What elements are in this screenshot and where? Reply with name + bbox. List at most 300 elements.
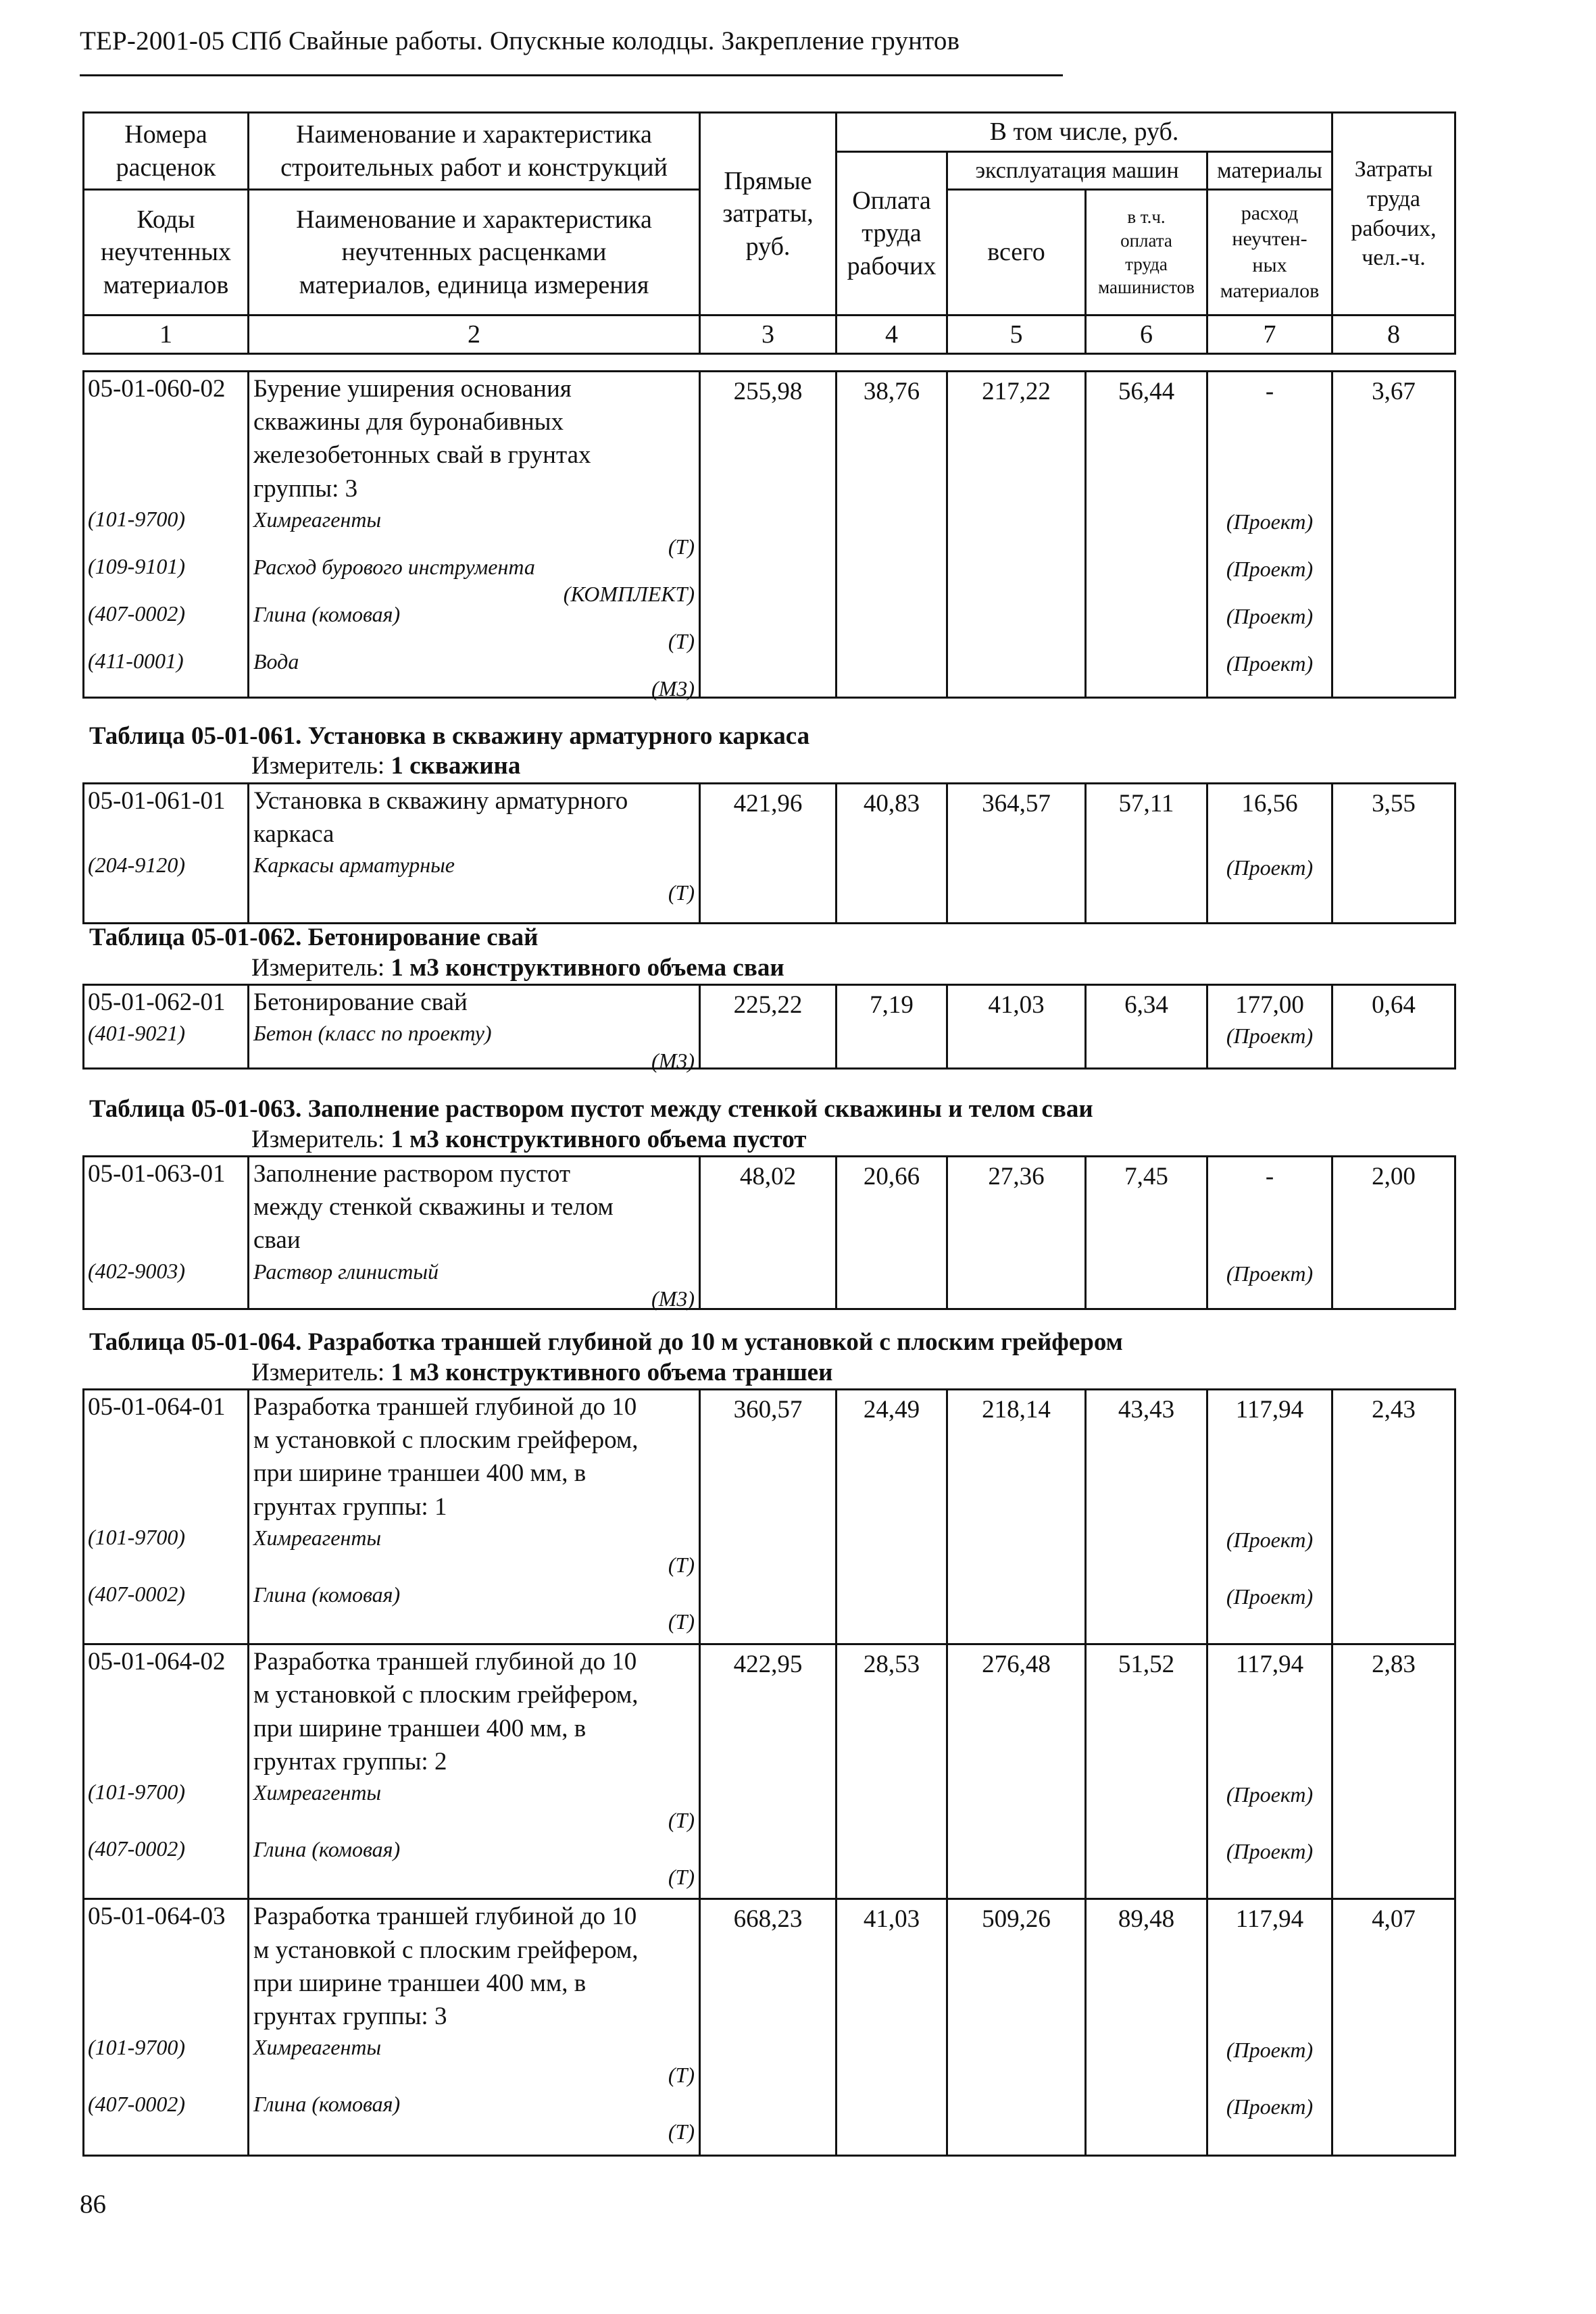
direct-value: 255,98 bbox=[733, 378, 803, 405]
header-labor-hours bbox=[1332, 113, 1455, 316]
materials-value: - bbox=[1265, 378, 1274, 405]
work-name-line: Установка в скважину арматурного bbox=[253, 787, 628, 815]
project-note: (Проект) bbox=[1226, 855, 1314, 880]
line-spacer bbox=[1208, 1936, 1331, 1969]
line-spacer bbox=[88, 438, 247, 472]
project-note: (Проект) bbox=[1226, 1782, 1314, 1807]
mach-cell bbox=[947, 985, 1086, 1069]
line-spacer bbox=[88, 472, 247, 505]
line-spacer bbox=[88, 1424, 247, 1457]
table-row bbox=[84, 1390, 1455, 1644]
material-name: Глина (комовая) bbox=[253, 601, 401, 626]
measure-label: Измеритель: bbox=[251, 954, 385, 982]
mach-value: 364,57 bbox=[982, 790, 1051, 818]
measure-value: 1 м3 конструктивного объема траншеи bbox=[391, 1359, 833, 1386]
direct-cell bbox=[700, 1644, 837, 1899]
mach-labor-cell bbox=[1086, 784, 1207, 924]
line-spacer bbox=[88, 1744, 247, 1778]
labor-value: 28,53 bbox=[863, 1651, 920, 1679]
hours-value: 3,67 bbox=[1372, 378, 1416, 405]
mach-value: 41,03 bbox=[988, 991, 1045, 1019]
table-title: Таблица 05-01-062. Бетонирование свай bbox=[89, 924, 539, 951]
material-entry bbox=[253, 1835, 695, 1896]
material-code: (407-0002) bbox=[88, 1582, 185, 1607]
direct-value: 360,57 bbox=[733, 1396, 803, 1424]
direct-cell bbox=[700, 784, 837, 924]
price-table bbox=[82, 1388, 1456, 2157]
material-entry bbox=[253, 851, 695, 920]
work-name-line: железобетонных свай в грунтах bbox=[253, 441, 591, 470]
line-spacer bbox=[88, 818, 247, 851]
line-spacer bbox=[1208, 820, 1331, 853]
material-name: Расход бурового инструмента bbox=[253, 554, 535, 579]
measure-label: Измеритель: bbox=[251, 1359, 385, 1386]
price-code: 05-01-064-02 bbox=[88, 1648, 226, 1676]
header-operator-line3: труда bbox=[1125, 253, 1168, 274]
material-entry bbox=[253, 600, 695, 654]
material-unit: (Т) bbox=[668, 2062, 695, 2087]
mach-labor-cell bbox=[1086, 372, 1207, 698]
work-name-line: грунтах группы: 3 bbox=[253, 2003, 447, 2031]
column-number: 5 bbox=[947, 316, 1086, 354]
header-codes-bottom bbox=[84, 190, 249, 316]
hours-value: 3,55 bbox=[1372, 790, 1416, 818]
direct-cell bbox=[700, 1899, 837, 2155]
mach-labor-cell bbox=[1086, 985, 1207, 1069]
material-entry bbox=[253, 1257, 695, 1311]
header-unacc-line3: ных bbox=[1252, 253, 1287, 276]
labor-cell bbox=[837, 1644, 947, 1899]
header-direct-costs bbox=[700, 113, 837, 316]
header-wages-line3: рабочих bbox=[847, 251, 937, 280]
hours-cell bbox=[1332, 1157, 1455, 1309]
header-operator-line4: машинистов bbox=[1098, 277, 1195, 298]
mach-value: 218,14 bbox=[982, 1396, 1051, 1424]
material-unit: (Т) bbox=[668, 1807, 695, 1832]
project-note: (Проект) bbox=[1226, 1261, 1314, 1286]
material-code: (411-0001) bbox=[88, 649, 184, 674]
work-name-line: Заполнение раствором пустот bbox=[253, 1160, 571, 1188]
materials-value: 16,56 bbox=[1241, 790, 1298, 818]
header-codes-bottom-line1: Коды bbox=[136, 205, 195, 234]
labor-value: 24,49 bbox=[863, 1396, 920, 1424]
work-name-line: грунтах группы: 1 bbox=[253, 1492, 447, 1521]
material-entry bbox=[253, 1019, 695, 1073]
hours-value: 0,64 bbox=[1372, 991, 1416, 1019]
hours-cell bbox=[1332, 372, 1455, 698]
name-cell bbox=[249, 1644, 700, 1899]
material-entry bbox=[253, 1524, 695, 1580]
mach-labor-value: 57,11 bbox=[1118, 790, 1174, 818]
header-hours-line4: чел.-ч. bbox=[1362, 245, 1426, 271]
material-code: (401-9021) bbox=[88, 1021, 185, 1046]
work-name-line: скважины для буронабивных bbox=[253, 408, 564, 436]
labor-cell bbox=[837, 1390, 947, 1644]
hours-value: 2,00 bbox=[1372, 1163, 1416, 1190]
project-note: (Проект) bbox=[1226, 604, 1314, 629]
work-name-line: при ширине траншеи 400 мм, в bbox=[253, 1969, 587, 1997]
material-entry bbox=[253, 553, 695, 607]
material-code: (101-9700) bbox=[88, 1780, 185, 1805]
header-wages-line1: Оплата bbox=[852, 186, 931, 215]
work-name-line: Разработка траншей глубиной до 10 bbox=[253, 1648, 637, 1676]
code-cell bbox=[84, 372, 249, 698]
line-spacer bbox=[1208, 408, 1331, 441]
mach-cell bbox=[947, 1899, 1086, 2155]
material-entry bbox=[253, 2033, 695, 2090]
table-row bbox=[84, 985, 1455, 1069]
header-codes-bottom-line2: неучтенных bbox=[100, 238, 232, 267]
mach-labor-cell bbox=[1086, 1390, 1207, 1644]
mach-value: 27,36 bbox=[988, 1163, 1045, 1190]
mach-labor-value: 6,34 bbox=[1124, 991, 1168, 1019]
direct-value: 421,96 bbox=[733, 790, 803, 818]
price-table bbox=[82, 984, 1456, 1073]
material-unit: (Т) bbox=[668, 880, 695, 905]
header-name-bottom bbox=[249, 190, 700, 316]
material-unit: (Т) bbox=[668, 629, 695, 654]
price-code: 05-01-063-01 bbox=[88, 1160, 226, 1188]
labor-cell bbox=[837, 985, 947, 1069]
mach-labor-value: 56,44 bbox=[1118, 378, 1175, 405]
project-note: (Проект) bbox=[1226, 651, 1314, 676]
work-name-line: м установкой с плоским грейфером, bbox=[253, 1681, 639, 1709]
labor-value: 40,83 bbox=[863, 790, 920, 818]
name-cell bbox=[249, 1899, 700, 2155]
header-direct-line3: руб. bbox=[745, 232, 791, 261]
material-unit: (М3) bbox=[651, 1286, 695, 1311]
direct-cell bbox=[700, 372, 837, 698]
header-hours-line3: рабочих, bbox=[1351, 216, 1437, 241]
mach-value: 217,22 bbox=[982, 378, 1051, 405]
material-name: Химреагенты bbox=[253, 1780, 382, 1805]
material-name: Бетон (класс по проекту) bbox=[253, 1021, 492, 1046]
line-spacer bbox=[88, 1490, 247, 1523]
direct-cell bbox=[700, 1390, 837, 1644]
mach-labor-cell bbox=[1086, 1644, 1207, 1899]
table-row bbox=[84, 1644, 1455, 1899]
materials-cell bbox=[1207, 1390, 1332, 1644]
price-code: 05-01-061-01 bbox=[88, 787, 226, 815]
header-name-bottom-line3: материалов, единица измерения bbox=[299, 270, 649, 299]
material-code: (407-0002) bbox=[88, 2091, 185, 2116]
header-name-top bbox=[249, 113, 700, 190]
header-machines-total: всего bbox=[947, 190, 1086, 316]
material-unit: (Т) bbox=[668, 534, 695, 559]
line-spacer bbox=[88, 1224, 247, 1257]
direct-value: 422,95 bbox=[733, 1651, 803, 1679]
materials-cell bbox=[1207, 985, 1332, 1069]
measure-value: 1 м3 конструктивного объема сваи bbox=[391, 954, 784, 982]
work-name-line: Разработка траншей глубиной до 10 bbox=[253, 1903, 637, 1931]
header-codes-top-line1: Номера bbox=[124, 120, 207, 149]
line-spacer bbox=[1208, 1681, 1331, 1714]
mach-cell bbox=[947, 1644, 1086, 1899]
labor-value: 38,76 bbox=[863, 378, 920, 405]
line-spacer bbox=[88, 1934, 247, 1967]
header-operator-line1: в т.ч. bbox=[1127, 207, 1166, 228]
line-spacer bbox=[1208, 441, 1331, 474]
price-code: 05-01-064-01 bbox=[88, 1393, 226, 1421]
code-cell bbox=[84, 985, 249, 1069]
material-code: (407-0002) bbox=[88, 601, 185, 626]
measure-label: Измеритель: bbox=[251, 1126, 385, 1153]
labor-value: 7,19 bbox=[870, 991, 914, 1019]
materials-cell bbox=[1207, 784, 1332, 924]
column-number: 6 bbox=[1086, 316, 1207, 354]
table-measure bbox=[251, 1358, 832, 1387]
materials-value: 117,94 bbox=[1235, 1905, 1304, 1934]
line-spacer bbox=[88, 2000, 247, 2033]
material-unit: (М3) bbox=[651, 1048, 695, 1073]
column-number: 1 bbox=[84, 316, 249, 354]
hours-cell bbox=[1332, 985, 1455, 1069]
work-name-line: при ширине траншеи 400 мм, в bbox=[253, 1459, 587, 1488]
table-row bbox=[84, 784, 1455, 924]
labor-value: 41,03 bbox=[863, 1905, 920, 1934]
material-name: Химреагенты bbox=[253, 1525, 382, 1550]
header-name-top-line1: Наименование и характеристика bbox=[296, 120, 652, 149]
material-code: (407-0002) bbox=[88, 1836, 185, 1861]
labor-cell bbox=[837, 372, 947, 698]
material-name: Химреагенты bbox=[253, 2035, 382, 2060]
name-cell bbox=[249, 985, 700, 1073]
header-hours-line1: Затраты bbox=[1354, 157, 1433, 182]
project-note: (Проект) bbox=[1226, 557, 1314, 582]
work-name-line: Бетонирование свай bbox=[253, 988, 468, 1016]
line-spacer bbox=[1208, 1459, 1331, 1492]
mach-cell bbox=[947, 1157, 1086, 1309]
mach-labor-cell bbox=[1086, 1899, 1207, 2155]
material-name: Глина (комовая) bbox=[253, 1837, 401, 1862]
materials-cell bbox=[1207, 372, 1332, 698]
code-cell bbox=[84, 1157, 249, 1309]
material-name: Глина (комовая) bbox=[253, 1582, 401, 1607]
line-spacer bbox=[1208, 1226, 1331, 1259]
header-name-bottom-line1: Наименование и характеристика bbox=[296, 205, 652, 234]
project-note: (Проект) bbox=[1226, 1024, 1314, 1049]
measure-value: 1 м3 конструктивного объема пустот bbox=[391, 1126, 807, 1153]
labor-cell bbox=[837, 1157, 947, 1309]
material-code: (402-9003) bbox=[88, 1259, 185, 1284]
project-note: (Проект) bbox=[1226, 509, 1314, 534]
line-spacer bbox=[1208, 2003, 1331, 2036]
mach-cell bbox=[947, 1390, 1086, 1644]
line-spacer bbox=[88, 1678, 247, 1711]
table-row bbox=[84, 1157, 1455, 1309]
material-name: Химреагенты bbox=[253, 507, 382, 532]
header-name-top-line2: строительных работ и конструкций bbox=[280, 153, 668, 182]
header-operator-wages bbox=[1086, 190, 1207, 316]
mach-cell bbox=[947, 784, 1086, 924]
materials-value: 177,00 bbox=[1235, 991, 1304, 1019]
material-code: (101-9700) bbox=[88, 2034, 185, 2059]
table-row bbox=[84, 372, 1455, 698]
materials-cell bbox=[1207, 1644, 1332, 1899]
line-spacer bbox=[88, 1967, 247, 2000]
material-code: (101-9700) bbox=[88, 1525, 185, 1550]
table-title: Таблица 05-01-063. Заполнение раствором пустот между стенкой скважины и телом сваи bbox=[89, 1095, 1093, 1123]
header-direct-line2: затраты, bbox=[722, 199, 814, 228]
header-codes-bottom-line3: материалов bbox=[103, 270, 229, 299]
mach-value: 276,48 bbox=[982, 1651, 1051, 1679]
material-entry bbox=[253, 1778, 695, 1835]
mach-cell bbox=[947, 372, 1086, 698]
direct-cell bbox=[700, 985, 837, 1069]
name-cell bbox=[249, 784, 700, 924]
work-name-line: каркаса bbox=[253, 820, 334, 849]
hours-value: 2,43 bbox=[1372, 1396, 1416, 1424]
labor-cell bbox=[837, 1899, 947, 2155]
price-code: 05-01-062-01 bbox=[88, 988, 226, 1016]
name-cell bbox=[249, 372, 700, 701]
line-spacer bbox=[1208, 1492, 1331, 1526]
material-entry bbox=[253, 1580, 695, 1641]
materials-cell bbox=[1207, 1899, 1332, 2155]
work-name-line: Разработка траншей глубиной до 10 bbox=[253, 1393, 637, 1421]
project-note: (Проект) bbox=[1226, 1528, 1314, 1553]
header-rule bbox=[80, 74, 1063, 76]
table-measure bbox=[251, 1125, 806, 1154]
hours-cell bbox=[1332, 1390, 1455, 1644]
line-spacer bbox=[88, 405, 247, 438]
header-unacc-line2: неучтен- bbox=[1232, 228, 1307, 251]
header-direct-line1: Прямые bbox=[724, 166, 812, 195]
hours-value: 4,07 bbox=[1372, 1905, 1416, 1934]
column-number: 8 bbox=[1332, 316, 1455, 354]
material-code: (109-9101) bbox=[88, 554, 185, 579]
name-cell bbox=[249, 1390, 700, 1644]
project-note: (Проект) bbox=[1226, 1839, 1314, 1864]
material-name: Раствор глинистый bbox=[253, 1259, 439, 1284]
direct-cell bbox=[700, 1157, 837, 1309]
header-unaccounted-materials bbox=[1207, 190, 1332, 316]
line-spacer bbox=[88, 1457, 247, 1490]
material-name: Вода bbox=[253, 649, 299, 674]
work-name-line: Бурение уширения основания bbox=[253, 375, 572, 403]
column-numbers-row bbox=[84, 316, 1455, 354]
table-measure bbox=[251, 751, 520, 780]
measure-value: 1 скважина bbox=[391, 752, 521, 780]
material-unit: (Т) bbox=[668, 2119, 695, 2144]
project-note: (Проект) bbox=[1226, 2094, 1314, 2119]
material-unit: (Т) bbox=[668, 1553, 695, 1578]
table-row bbox=[84, 1899, 1455, 2155]
price-table bbox=[82, 370, 1456, 699]
line-spacer bbox=[1208, 1747, 1331, 1780]
mach-value: 509,26 bbox=[982, 1905, 1051, 1934]
table-measure bbox=[251, 953, 784, 982]
header-codes-top-line2: расценок bbox=[116, 153, 216, 182]
labor-cell bbox=[837, 784, 947, 924]
price-table bbox=[82, 782, 1456, 924]
materials-value: - bbox=[1265, 1163, 1274, 1190]
work-name-line: сваи bbox=[253, 1226, 301, 1255]
hours-cell bbox=[1332, 784, 1455, 924]
table-title: Таблица 05-01-064. Разработка траншей глубиной до 10 м установкой с плоским грейфером bbox=[89, 1328, 1123, 1356]
labor-value: 20,66 bbox=[863, 1163, 920, 1190]
code-cell bbox=[84, 1390, 249, 1644]
work-name-line: грунтах группы: 2 bbox=[253, 1747, 447, 1776]
measure-label: Измеритель: bbox=[251, 752, 385, 780]
line-spacer bbox=[1208, 1193, 1331, 1226]
column-number: 4 bbox=[837, 316, 947, 354]
material-code: (101-9700) bbox=[88, 507, 185, 532]
price-code: 05-01-064-03 bbox=[88, 1903, 226, 1931]
project-note: (Проект) bbox=[1226, 1584, 1314, 1609]
header-materials: материалы bbox=[1207, 152, 1332, 190]
header-machine-operation: эксплуатация машин bbox=[947, 152, 1207, 190]
mach-labor-cell bbox=[1086, 1157, 1207, 1309]
material-unit: (Т) bbox=[668, 1864, 695, 1889]
material-entry bbox=[253, 647, 695, 701]
work-name-line: м установкой с плоским грейфером, bbox=[253, 1426, 639, 1455]
material-name: Глина (комовая) bbox=[253, 2092, 401, 2117]
name-cell bbox=[249, 1157, 700, 1309]
line-spacer bbox=[88, 1711, 247, 1744]
work-name-line: группы: 3 bbox=[253, 474, 358, 503]
header-unacc-line4: материалов bbox=[1220, 279, 1320, 302]
direct-value: 668,23 bbox=[733, 1905, 803, 1934]
hours-value: 2,83 bbox=[1372, 1651, 1416, 1679]
column-header-table bbox=[82, 111, 1456, 355]
work-name-line: между стенкой скважины и телом bbox=[253, 1193, 614, 1222]
line-spacer bbox=[1208, 1969, 1331, 2003]
header-group-including: В том числе, руб. bbox=[837, 113, 1332, 152]
project-note: (Проект) bbox=[1226, 2037, 1314, 2062]
material-unit: (Т) bbox=[668, 1609, 695, 1634]
work-name-line: при ширине траншеи 400 мм, в bbox=[253, 1714, 587, 1742]
mach-labor-value: 89,48 bbox=[1118, 1905, 1175, 1934]
direct-value: 225,22 bbox=[733, 991, 803, 1019]
header-operator-line2: оплата bbox=[1120, 230, 1172, 251]
materials-cell bbox=[1207, 1157, 1332, 1309]
line-spacer bbox=[1208, 474, 1331, 507]
header-name-bottom-line2: неучтенных расценками bbox=[341, 238, 607, 267]
page-number: 86 bbox=[80, 2190, 106, 2219]
material-entry bbox=[253, 505, 695, 559]
line-spacer bbox=[88, 1190, 247, 1224]
price-code: 05-01-060-02 bbox=[88, 375, 226, 403]
column-number: 7 bbox=[1207, 316, 1332, 354]
hours-cell bbox=[1332, 1644, 1455, 1899]
column-number: 2 bbox=[249, 316, 700, 354]
work-name-line: м установкой с плоским грейфером, bbox=[253, 1936, 639, 1964]
code-cell bbox=[84, 1644, 249, 1899]
mach-labor-value: 7,45 bbox=[1124, 1163, 1168, 1190]
material-entry bbox=[253, 2090, 695, 2152]
running-title: ТЕР-2001-05 СПб Свайные работы. Опускные колодцы. Закрепление грунтов bbox=[80, 26, 960, 55]
hours-cell bbox=[1332, 1899, 1455, 2155]
mach-labor-value: 43,43 bbox=[1118, 1396, 1175, 1424]
mach-labor-value: 51,52 bbox=[1118, 1651, 1175, 1679]
header-codes-top bbox=[84, 113, 249, 190]
header-hours-line2: труда bbox=[1366, 186, 1421, 211]
line-spacer bbox=[1208, 1426, 1331, 1459]
price-table bbox=[82, 1155, 1456, 1310]
line-spacer bbox=[1208, 1714, 1331, 1747]
header-wages-line2: труда bbox=[862, 219, 922, 248]
code-cell bbox=[84, 784, 249, 924]
materials-value: 117,94 bbox=[1235, 1396, 1304, 1424]
material-name: Каркасы арматурные bbox=[253, 853, 455, 878]
direct-value: 48,02 bbox=[739, 1163, 797, 1190]
header-unacc-line1: расход bbox=[1241, 201, 1299, 224]
material-unit: (КОМПЛЕКТ) bbox=[563, 582, 695, 607]
header-worker-wages bbox=[837, 152, 947, 316]
code-cell bbox=[84, 1899, 249, 2155]
material-unit: (М3) bbox=[651, 676, 695, 701]
